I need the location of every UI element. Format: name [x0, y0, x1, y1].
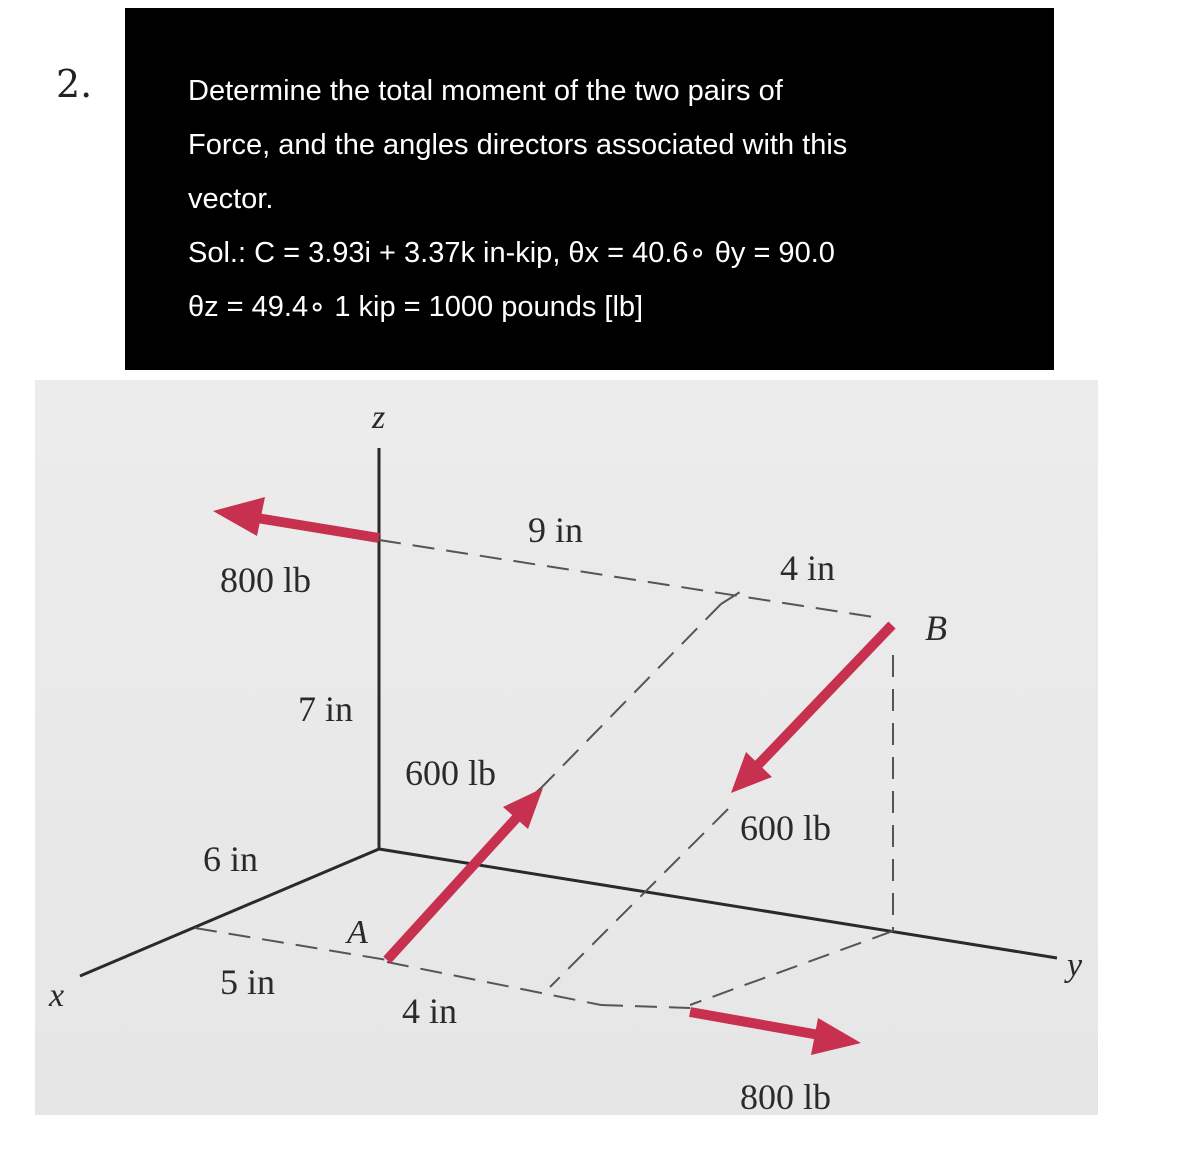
y-axis-label: y	[1067, 947, 1083, 984]
dimension-9in: 9 in	[528, 510, 584, 550]
question-number: 2.	[56, 62, 93, 106]
problem-statement-box	[125, 8, 1054, 370]
x-axis-label: x	[49, 977, 65, 1014]
force-600lb-up-label: 600 lb	[405, 753, 497, 793]
problem-line-1: Determine the total moment of the two pairs of	[188, 75, 783, 107]
dimension-4in-bottom: 4 in	[402, 991, 458, 1031]
dimension-5in: 5 in	[220, 962, 276, 1002]
point-A-label: A	[347, 914, 368, 951]
problem-line-2: Force, and the angles directors associated with this	[188, 129, 848, 161]
dimension-6in: 6 in	[203, 839, 259, 879]
problem-line-3: vector.	[188, 183, 274, 215]
point-B-label: B	[925, 608, 947, 648]
force-diagram	[35, 380, 1098, 1115]
force-800lb-bottom-label: 800 lb	[740, 1077, 832, 1115]
force-800lb-top-label: 800 lb	[220, 560, 312, 600]
solution-line-2: θz = 49.4∘ 1 kip = 1000 pounds [lb]	[188, 291, 644, 323]
diagram-background	[35, 380, 1098, 1115]
z-axis-label: z	[372, 399, 386, 436]
dimension-4in-top: 4 in	[780, 548, 836, 588]
force-600lb-down-label: 600 lb	[740, 808, 832, 848]
dimension-7in: 7 in	[298, 689, 354, 729]
solution-line-1: Sol.: C = 3.93i + 3.37k in-kip, θx = 40.6∘ θy = 90.0	[188, 237, 835, 269]
